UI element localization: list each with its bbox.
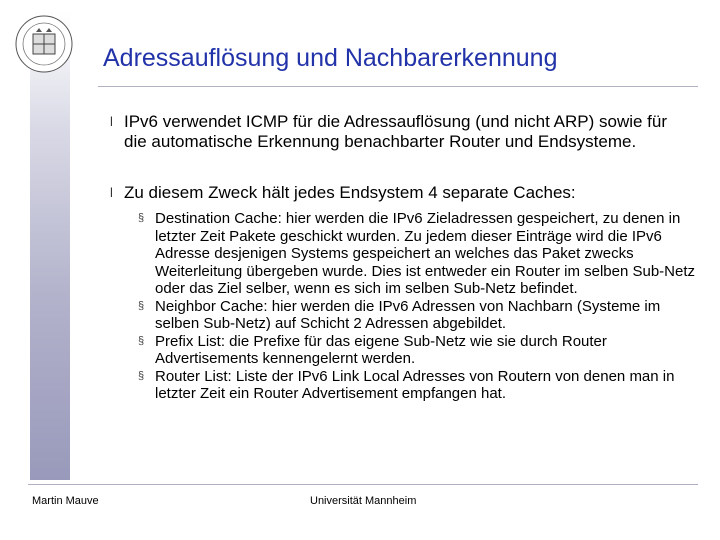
footer-author: Martin Mauve [32, 495, 99, 507]
footer-institution: Universität Mannheim [310, 495, 417, 507]
sub-bullet-item [138, 298, 698, 333]
slide-title: Adressauflösung und Nachbarerkennung [103, 44, 558, 72]
sub-bullet-item [138, 333, 698, 368]
sub-bullet-item [138, 368, 698, 403]
sub-bullet-icon: § [138, 334, 145, 347]
bullet-text: Zu diesem Zweck hält jedes Endsystem 4 separate Caches: [124, 183, 576, 202]
footer-divider [28, 484, 698, 485]
sub-bullet-text: Neighbor Cache: hier werden die IPv6 Adressen von Nachbarn (Systeme im selben Sub-Netz) auf Schicht 2 Adressen abgebildet. [155, 297, 661, 332]
sub-bullet-icon: § [138, 212, 145, 224]
sub-bullet-list [138, 210, 698, 403]
bullet-text: IPv6 verwendet ICMP für die Adressauflösung (und nicht ARP) sowie für die automatische Erkennung benachbarter Router und Endsysteme. [124, 112, 668, 151]
sub-bullet-text: Prefix List: die Prefixe für das eigene Sub-Netz wie sie durch Router Advertisements kennengelernt werden. [155, 332, 607, 367]
bullet-icon: l [110, 185, 113, 200]
bullet-icon: l [110, 114, 113, 129]
title-divider [98, 86, 698, 87]
sub-bullet-text: Router List: Liste der IPv6 Link Local Adresses von Routern von denen man in letzter Zeit ein Router Advertisement empfangen hat. [155, 367, 675, 402]
sub-bullet-icon: § [138, 369, 145, 382]
sub-bullet-icon: § [138, 299, 145, 312]
sidebar-gradient [30, 12, 70, 480]
sub-bullet-text: Destination Cache: hier werden die IPv6 Zieladressen gespeichert, zu denen in letzter Zeit Pakete geschickt wurden. Zu jedem dieser Einträge wird die IPv6 Adresse desjenigen Systems gespeichert an welches das Paket zwecks Weiterleitung übergeben wurde. Dies ist entweder ein Router im selben Sub-Netz oder das Ziel selber, wenn es sich im selben Sub-Netz befindet. [155, 210, 696, 297]
sub-bullet-item [138, 210, 698, 298]
university-seal-icon [14, 14, 74, 74]
